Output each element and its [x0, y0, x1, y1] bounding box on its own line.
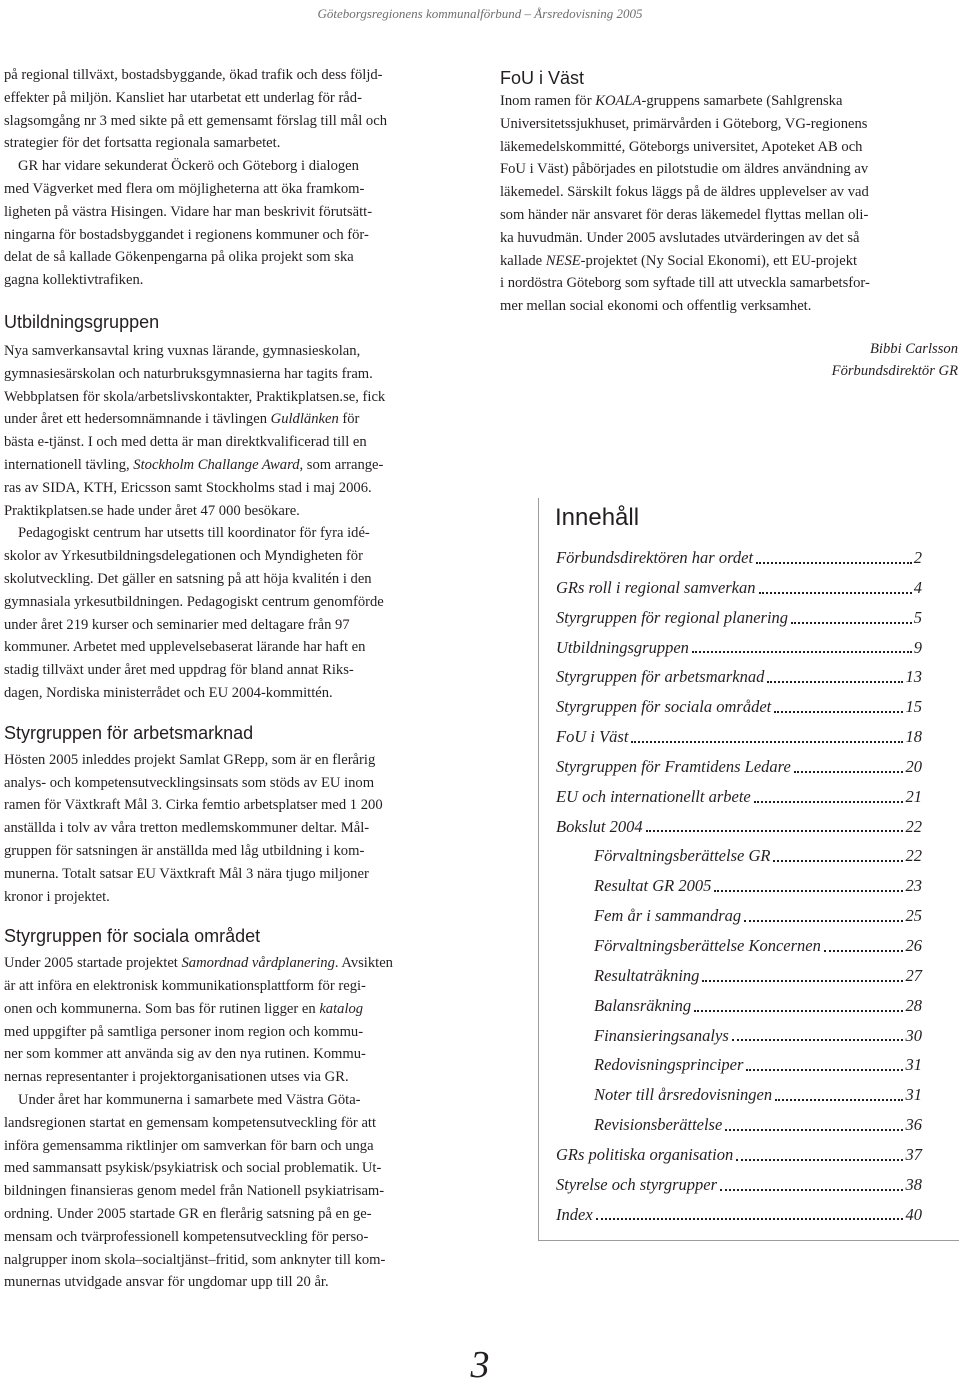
- heading-arbetsmarknad: Styrgruppen för arbetsmarknad: [4, 722, 254, 743]
- toc-leader-dots: [596, 1218, 903, 1220]
- toc-item[interactable]: [539, 1200, 959, 1230]
- intro-paragraph: på regional tillväxt, bostadsbyggande, ökad trafik och dess följd- effekter på miljön. Kansliet har utarbetat ett underlag för råd- slagsomgång nr 3 med sikte på ett gemensamt förslag till mål och strategier för det fortsatta regionala samarbetet.: [4, 67, 388, 152]
- toc-item-label: Styrgruppen för regional planering: [556, 607, 789, 627]
- toc-item[interactable]: [539, 961, 959, 991]
- toc-item-page: 27: [905, 965, 922, 985]
- toc-item-label: EU och internationellt arbete: [556, 786, 751, 806]
- toc-item[interactable]: [539, 1080, 959, 1110]
- toc-leader-dots: [725, 1129, 903, 1131]
- toc-leader-dots: [824, 950, 903, 952]
- toc-item-page: 26: [905, 935, 922, 955]
- toc-item[interactable]: [539, 812, 959, 842]
- signature: [500, 338, 960, 382]
- toc-item-label: Styrgruppen för Framtidens Ledare: [556, 756, 791, 776]
- toc-item[interactable]: [539, 752, 959, 782]
- toc-title: Innehåll: [555, 504, 640, 531]
- toc-item[interactable]: [539, 871, 959, 901]
- vastra-gotaland-paragraph: Under året har kommunerna i samarbete med Västra Göta- landsregionen startat en gemensam kompetensutveckling för att införa gemensamma riktlinjer om samverkan för barn och unga med sammansatt psykisk/psykiatrisk och social problematik. Ut- bildningen finansieras genom medel från Nationell psykiatrisam- ordning. Under 2005 startade GR en flerårig satsning på en ge- mensam och tvärprofessionell kompetensutveckling för perso- nalgrupper inom skola–socialtjänst–fritid, som anknyter till kom- munernas utvidgade ansvar för ungdomar upp till 20 år.: [4, 1092, 386, 1291]
- toc-leader-dots: [759, 592, 912, 594]
- toc-item-page: 37: [905, 1144, 922, 1164]
- toc-item-label: FoU i Väst: [556, 727, 629, 747]
- toc-item[interactable]: [539, 692, 959, 722]
- toc-item-page: 38: [905, 1174, 922, 1194]
- toc-item[interactable]: [539, 1170, 959, 1200]
- toc-leader-dots: [646, 830, 903, 832]
- toc-item[interactable]: [539, 603, 959, 633]
- toc-leader-dots: [773, 860, 903, 862]
- toc-item-label: Index: [556, 1204, 593, 1224]
- toc-item-label: Styrgruppen för sociala området: [556, 697, 772, 717]
- toc-item-page: 2: [913, 548, 922, 567]
- toc-item-label: Förvaltningsberättelse Koncernen: [594, 935, 821, 955]
- toc-item-label: Styrgruppen för arbetsmarknad: [556, 667, 765, 687]
- toc-leader-dots: [732, 1039, 903, 1041]
- toc-item-label: Resultaträkning: [594, 965, 700, 985]
- toc-item-page: 21: [905, 786, 922, 806]
- utbildning-paragraph: Nya samverkansavtal kring vuxnas lärande, gymnasieskolan, gymnasiesärskolan och naturbruksgymnasierna har tagits fram. Webbplatsen för skola/arbetslivskontakter, Praktikplatsen.se, fick under året ett hedersomnämnande i tävlingen Guldlänken för bästa e-tjänst. I och med detta är man direktkvalificerad till en internationell tävling, Stockholm Challange Award, som arrange- ras av SIDA, KTH, Ericsson samt Stockholms stad i maj 2006. Praktikplatsen.se hade under året 47 000 besökare.: [4, 342, 386, 519]
- toc-item-page: 5: [913, 607, 922, 627]
- arbetsmarknad-paragraph: Hösten 2005 inleddes projekt Samlat GRepp, som är en flerårig analys- och kompetensutvecklingsinsats som stöds av EU inom ramen för Växtkraft Mål 3. Cirka femtio arbetsplatser med 1 200 anställda i tolv av våra tretton medlemskommuner deltar. Mål- gruppen för satsningen är anställda med låg utbildning i kom- munerna. Totalt satsar EU Växtkraft Mål 3 nära tjugo miljoner kronor i projektet.: [4, 751, 383, 905]
- toc-leader-dots: [775, 1099, 903, 1101]
- toc-item[interactable]: [539, 782, 959, 812]
- toc-leader-dots: [744, 920, 903, 922]
- toc-item[interactable]: [539, 1140, 959, 1170]
- signature-title: Förbundsdirektör GR: [831, 362, 958, 379]
- toc-item-page: 30: [905, 1025, 922, 1045]
- left-column: [4, 64, 462, 1294]
- toc-item-label: Balansräkning: [594, 995, 692, 1015]
- toc-leader-dots: [714, 890, 903, 892]
- toc-item-page: 9: [913, 637, 922, 657]
- running-header: Göteborgsregionens kommunalförbund – Årsredovisning 2005: [317, 6, 643, 21]
- toc-item-page: 31: [905, 1085, 922, 1105]
- toc-leader-dots: [720, 1189, 903, 1191]
- toc-item-label: GRs roll i regional samverkan: [556, 577, 756, 597]
- toc-item-page: 28: [905, 995, 922, 1015]
- toc-leader-dots: [736, 1159, 903, 1161]
- toc-item[interactable]: [539, 722, 959, 752]
- toc-leader-dots: [754, 801, 903, 803]
- toc-item-page: 25: [905, 906, 922, 926]
- toc-item-label: Förbundsdirektören har ordet: [556, 548, 754, 567]
- heading-sociala-omradet: Styrgruppen för sociala området: [4, 926, 261, 947]
- toc-leader-dots: [767, 681, 903, 683]
- toc-item-page: 22: [905, 846, 922, 866]
- toc-item[interactable]: [539, 633, 959, 663]
- toc-item-page: 40: [905, 1204, 922, 1224]
- heading-utbildningsgruppen: Utbildningsgruppen: [4, 311, 160, 332]
- toc-leader-dots: [702, 980, 903, 982]
- toc-leader-dots: [794, 771, 903, 773]
- toc-leader-dots: [694, 1010, 903, 1012]
- toc-leader-dots: [746, 1069, 903, 1071]
- toc-list: [539, 543, 959, 1229]
- toc-item-label: Fem år i sammandrag: [594, 906, 742, 926]
- toc-item-page: 18: [905, 727, 922, 747]
- toc-leader-dots: [692, 651, 912, 653]
- toc-item[interactable]: [539, 662, 959, 692]
- toc-item-page: 22: [905, 816, 922, 836]
- toc-item-label: Utbildningsgruppen: [556, 637, 689, 657]
- sociala-paragraph: Under 2005 startade projektet Samordnad vårdplanering. Avsikten är att införa en elektronisk kommunikationsplattform för regi- onen och kommunerna. Som bas för rutinen ligger en katalog med uppgifter på samtliga personer inom region och kommu- ner som kommer att använda sig av den nya rutinen. Kommu- nernas representanter i projektorganisationen utses via GR.: [4, 955, 393, 1086]
- toc-item[interactable]: [539, 1050, 959, 1080]
- toc-item-page: 13: [905, 667, 922, 687]
- toc-item-label: Redovisningsprinciper: [594, 1055, 744, 1075]
- toc-leader-dots: [774, 711, 903, 713]
- toc-item[interactable]: [539, 991, 959, 1021]
- signature-name: Bibbi Carlsson: [870, 340, 958, 357]
- toc-item-page: 23: [905, 876, 922, 896]
- toc-item-label: Förvaltningsberättelse GR: [594, 846, 771, 866]
- toc-item-page: 15: [905, 697, 922, 717]
- toc-item[interactable]: [539, 573, 959, 603]
- pedagogiskt-paragraph: Pedagogiskt centrum har utsetts till koordinator för fyra idé- skolor av Yrkesutbildningsdelegationen och Myndigheten för skolutveckling. Det gäller en satsning på att höja kvalitén i den gymnasiala yrkesutbildningen. Pedagogiskt centrum genomförde under året 219 kurser och seminarier med deltagare från 97 kommuner. Arbetet med upplevelsebaserat lärande har haft en stadig tillväxt under året med uppdrag för bland annat Riks- dagen, Nordiska ministerrådet och EU 2004-kommittén.: [4, 525, 384, 701]
- toc-item-label: Revisionsberättelse: [594, 1115, 723, 1135]
- toc-item-page: 31: [905, 1055, 922, 1075]
- toc-item-label: Noter till årsredovisningen: [594, 1085, 773, 1105]
- toc-item-page: 20: [905, 756, 922, 776]
- toc-item[interactable]: [539, 901, 959, 931]
- toc-item-label: Resultat GR 2005: [594, 876, 712, 896]
- toc-item-label: GRs politiska organisation: [556, 1144, 734, 1164]
- toc-item[interactable]: [539, 1110, 959, 1140]
- table-of-contents: [538, 498, 959, 1241]
- toc-item-page: 36: [905, 1115, 922, 1135]
- gr-paragraph: GR har vidare sekunderat Öckerö och Göteborg i dialogen med Vägverket med flera om möjligheterna att öka framkom- ligheten på västra Hisingen. Vidare har man beskrivit förutsätt- ningarna för bostadsbyggandet i regionens kommuner och för- delat de så kallade Gökenpengarna på olika projekt som ska gagna kollektivtrafiken.: [4, 158, 373, 289]
- toc-leader-dots: [791, 622, 912, 624]
- toc-item[interactable]: [539, 841, 959, 871]
- toc-item[interactable]: [539, 543, 959, 573]
- toc-item-label: Styrelse och styrgrupper: [556, 1174, 717, 1194]
- right-column: [500, 66, 960, 382]
- toc-item[interactable]: [539, 1021, 959, 1051]
- toc-item-label: Bokslut 2004: [556, 816, 643, 836]
- toc-item-label: Finansieringsanalys: [594, 1025, 729, 1045]
- page-number: 3: [470, 1344, 490, 1386]
- fou-paragraph: Inom ramen för KOALA-gruppens samarbete (Sahlgrenska Universitetssjukhuset, primärvården i Göteborg, VG-regionens läkemedelskommitté, Göteborgs universitet, Apoteket AB och FoU i Väst) påbörjades en pilotstudie om äldres användning av läkemedel. Särskilt fokus läggs på de äldres upplevelser av vad som händer när ansvaret för deras läkemedel flyttas mellan oli- ka huvudmän. Under 2005 avslutades utvärderingen av det så kallade NESE-projektet (Ny Social Ekonomi), ett EU-projekt i nordöstra Göteborg som syftade till att utveckla samarbetsfor- mer mellan social ekonomi och offentlig verksamhet.: [500, 93, 870, 315]
- heading-fou-i-vast: FoU i Väst: [500, 68, 585, 88]
- toc-item[interactable]: [539, 931, 959, 961]
- toc-leader-dots: [631, 741, 903, 743]
- toc-leader-dots: [756, 562, 912, 564]
- toc-item-page: 4: [913, 577, 922, 597]
